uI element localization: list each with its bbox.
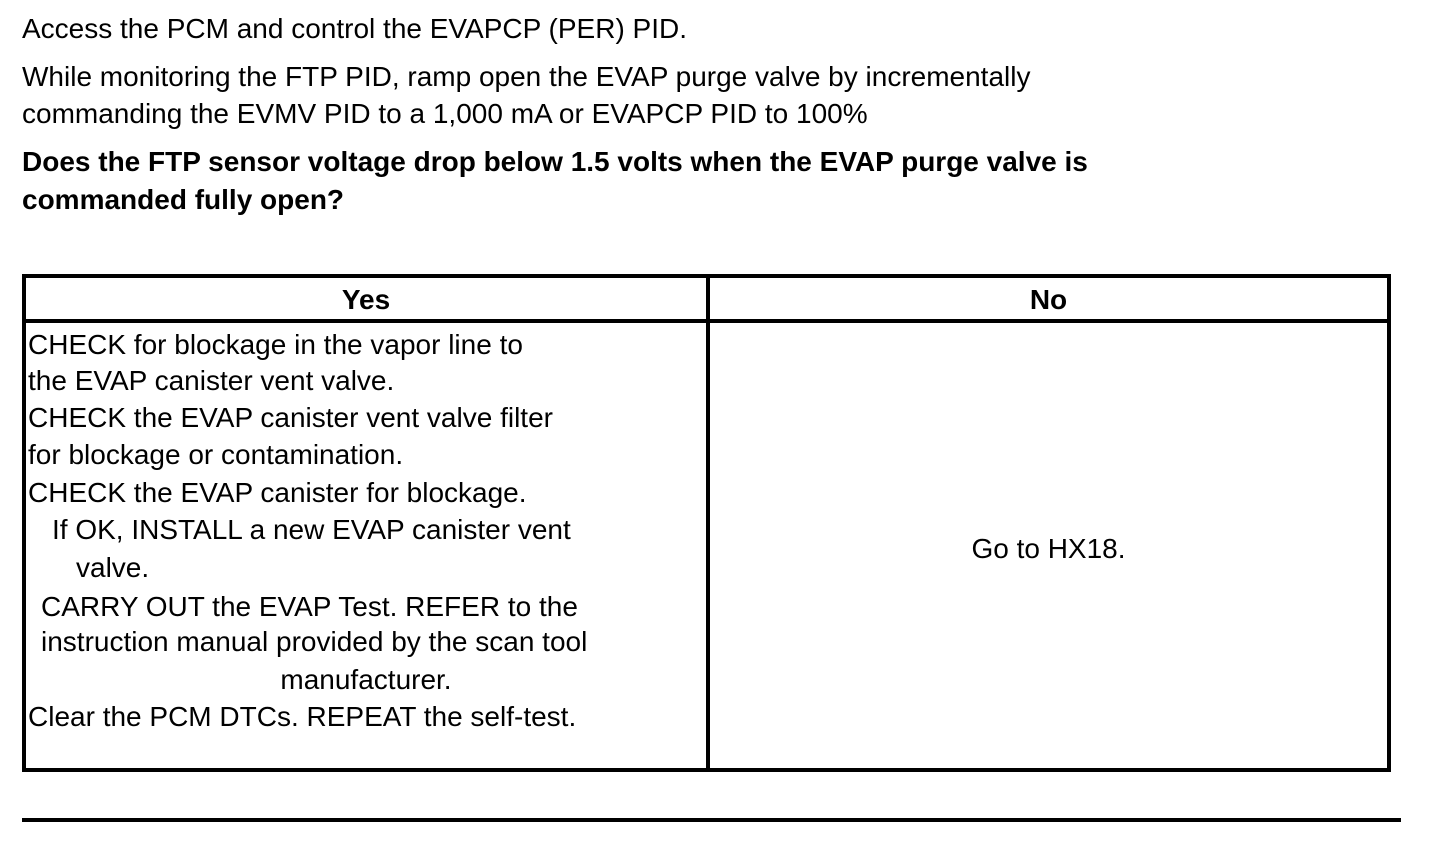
yes-line-4: for blockage or contamination. [28,439,404,470]
intro-line-2: While monitoring the FTP PID, ramp open the EVAP purge valve by incrementally [22,61,1031,92]
yes-line-8: CARRY OUT the EVAP Test. REFER to the [41,591,578,622]
column-divider [706,278,710,768]
intro-line-3: commanding the EVMV PID to a 1,000 mA or EVAPCP PID to 100% [22,98,868,129]
yes-line-7: valve. [76,552,150,583]
yes-line-2: the EVAP canister vent valve. [28,365,395,396]
yes-line-6: If OK, INSTALL a new EVAP canister vent [52,514,571,545]
bottom-rule [22,818,1401,822]
question-line-1: Does the FTP sensor voltage drop below 1.5 volts when the EVAP purge valve is [22,146,1088,177]
yes-line-9: instruction manual provided by the scan tool [41,626,588,657]
yes-line-5: CHECK the EVAP canister for blockage. [28,477,527,508]
yes-line-11: Clear the PCM DTCs. REPEAT the self-test. [28,701,577,732]
yes-line-1: CHECK for blockage in the vapor line to [28,329,523,360]
no-cell-text: Go to HX18. [971,533,1126,564]
yes-line-3: CHECK the EVAP canister vent valve filter [28,402,553,433]
intro-line-1: Access the PCM and control the EVAPCP (PER) PID. [22,13,687,44]
header-no: No [1029,284,1068,315]
yes-line-10: manufacturer. [280,664,452,695]
header-yes: Yes [341,284,391,315]
question-line-2: commanded fully open? [22,184,345,215]
decision-table [22,274,1391,772]
header-divider [26,319,1387,323]
